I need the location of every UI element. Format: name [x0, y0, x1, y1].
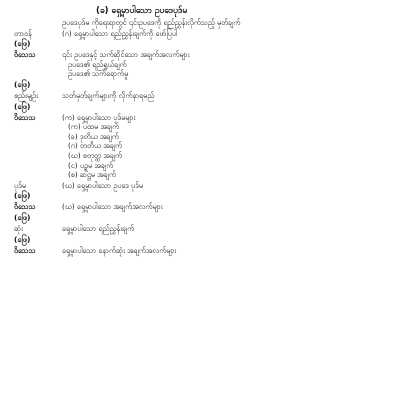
- row-label: တာဝန်: [14, 28, 32, 38]
- row-label: ဝိသေသ: [14, 202, 36, 212]
- list-item: (င) ပဉ္စမ အချက်: [68, 160, 114, 170]
- answer-label: (ဖြေ): [14, 39, 31, 49]
- row-text: ရှေ့မှာပါသော နောက်ဆုံး အချက်အလက်များ: [62, 245, 177, 255]
- answer-label: (ဖြေ): [14, 101, 31, 111]
- row-label: ဝိသေသ: [14, 50, 36, 60]
- document-page: [14, 0, 386, 400]
- list-item: (ဂ) တတိယ အချက်: [68, 141, 123, 151]
- row-body: [62, 181, 386, 191]
- row-text: (က) ရှေ့မှာပါသော ပုဒ်မများ: [62, 112, 136, 122]
- row-text: ၎င်း ဥပဒေနှင့် သက်ဆိုင်သော အချက်အလက်များ: [62, 50, 190, 60]
- qa-row: [14, 29, 386, 39]
- answer-label: (ဖြေ): [14, 191, 31, 201]
- row-text: (ဃ) ရှေ့မှာပါသော အချက်အလက်များ: [62, 202, 163, 212]
- row-text: ဥပဒေပုဒ်မ ကိုရေးရာတွင် ၎င်းဥပဒေကို ရည်ညွှန်းလိုက်သည့် မှတ်ချက်: [62, 18, 241, 27]
- answer-label: (ဖြေ): [14, 234, 31, 244]
- list-item: ဥပဒေ၏ သက်ရောက်မှု: [68, 69, 129, 79]
- qa-row: [14, 202, 386, 212]
- row-body: [62, 18, 386, 28]
- row-label: [14, 18, 62, 28]
- row-body: [62, 113, 386, 180]
- qa-row: [14, 113, 386, 180]
- row-text: ရှေ့မှာပါသော ရည်ညွှန်းချက်: [62, 223, 135, 233]
- answer-label: (ဖြေ): [14, 212, 31, 222]
- row-text: (ဂ) ရှေ့မှာပါသော ရည်ညွှန်းချက်ကို ဖော်ပြပါ: [62, 28, 178, 38]
- list-item: (က) ပထမ အချက်: [68, 122, 120, 132]
- qa-row: [14, 50, 386, 79]
- list-item: ဥပဒေ၏ ရည်ရွယ်ချက်: [68, 59, 127, 69]
- row-text: သတ်မှတ်ချက်များကို လိုက်နာရမည်: [62, 90, 155, 100]
- row-text: (ဃ) ရှေ့မှာပါသော ဥပဒေ ပုဒ်မ: [62, 180, 143, 190]
- row-label: ဝိသေသ: [14, 112, 36, 122]
- row-body: [62, 29, 386, 39]
- row-body: [62, 246, 386, 256]
- qa-row: [14, 224, 386, 234]
- list-item: (ဃ) စတုတ္ထ အချက်: [68, 150, 123, 160]
- section-heading: (ခ) ရှေ့မှာပါသော ဥပဒေပုဒ်မ: [96, 6, 188, 16]
- list-item: (ခ) ဒုတိယ အချက်: [68, 131, 119, 141]
- row-label: ဆုံး: [14, 223, 23, 233]
- qa-row: [14, 91, 386, 101]
- row-body: [62, 91, 386, 101]
- qa-row: [14, 18, 386, 28]
- row-label: စည်းမျဉ်း: [14, 90, 38, 100]
- row-label: ဝိသေသ: [14, 245, 36, 255]
- qa-list: [14, 18, 386, 255]
- answer-label: (ဖြေ): [14, 79, 31, 89]
- row-body: [62, 202, 386, 212]
- qa-row: [14, 246, 386, 256]
- row-body: [62, 224, 386, 234]
- list-item: (စ) ဆဋ္ဌမ အချက်: [68, 170, 116, 180]
- row-body: [62, 50, 386, 79]
- row-label: ပုဒ်မ: [14, 180, 26, 190]
- qa-row: [14, 181, 386, 191]
